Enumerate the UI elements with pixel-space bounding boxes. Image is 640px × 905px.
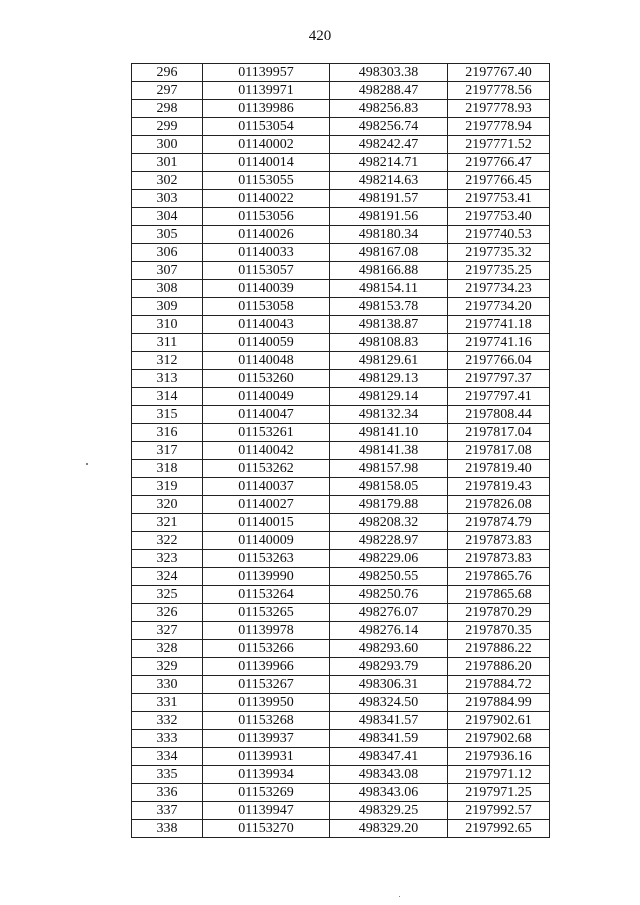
cell-row-number: 307 bbox=[132, 262, 203, 280]
cell-x-coordinate: 498256.83 bbox=[330, 100, 448, 118]
cell-row-number: 320 bbox=[132, 496, 203, 514]
table-row bbox=[132, 820, 550, 838]
cell-x-coordinate: 498157.98 bbox=[330, 460, 448, 478]
cell-code: 01140033 bbox=[203, 244, 330, 262]
cell-x-coordinate: 498154.11 bbox=[330, 280, 448, 298]
table-row bbox=[132, 298, 550, 316]
cell-x-coordinate: 498129.13 bbox=[330, 370, 448, 388]
cell-x-coordinate: 498276.07 bbox=[330, 604, 448, 622]
table-row bbox=[132, 64, 550, 82]
cell-x-coordinate: 498303.38 bbox=[330, 64, 448, 82]
cell-row-number: 330 bbox=[132, 676, 203, 694]
table-row bbox=[132, 460, 550, 478]
cell-x-coordinate: 498208.32 bbox=[330, 514, 448, 532]
table-row bbox=[132, 568, 550, 586]
cell-row-number: 323 bbox=[132, 550, 203, 568]
cell-code: 01140042 bbox=[203, 442, 330, 460]
cell-x-coordinate: 498341.57 bbox=[330, 712, 448, 730]
cell-row-number: 300 bbox=[132, 136, 203, 154]
cell-x-coordinate: 498229.06 bbox=[330, 550, 448, 568]
cell-y-coordinate: 2197873.83 bbox=[448, 550, 550, 568]
cell-code: 01153057 bbox=[203, 262, 330, 280]
cell-y-coordinate: 2197826.08 bbox=[448, 496, 550, 514]
cell-row-number: 310 bbox=[132, 316, 203, 334]
cell-y-coordinate: 2197808.44 bbox=[448, 406, 550, 424]
table-row bbox=[132, 478, 550, 496]
table-row bbox=[132, 748, 550, 766]
cell-code: 01153264 bbox=[203, 586, 330, 604]
cell-code: 01153270 bbox=[203, 820, 330, 838]
cell-x-coordinate: 498214.63 bbox=[330, 172, 448, 190]
cell-x-coordinate: 498256.74 bbox=[330, 118, 448, 136]
cell-code: 01139934 bbox=[203, 766, 330, 784]
cell-code: 01153058 bbox=[203, 298, 330, 316]
cell-code: 01153268 bbox=[203, 712, 330, 730]
cell-code: 01140022 bbox=[203, 190, 330, 208]
cell-code: 01139957 bbox=[203, 64, 330, 82]
cell-y-coordinate: 2197778.93 bbox=[448, 100, 550, 118]
table-row bbox=[132, 352, 550, 370]
cell-row-number: 296 bbox=[132, 64, 203, 82]
cell-code: 01140015 bbox=[203, 514, 330, 532]
cell-x-coordinate: 498191.57 bbox=[330, 190, 448, 208]
cell-x-coordinate: 498228.97 bbox=[330, 532, 448, 550]
cell-x-coordinate: 498250.76 bbox=[330, 586, 448, 604]
cell-x-coordinate: 498129.61 bbox=[330, 352, 448, 370]
scan-speck bbox=[86, 463, 88, 465]
cell-y-coordinate: 2197865.68 bbox=[448, 586, 550, 604]
cell-code: 01139971 bbox=[203, 82, 330, 100]
cell-y-coordinate: 2197817.08 bbox=[448, 442, 550, 460]
cell-row-number: 334 bbox=[132, 748, 203, 766]
table-row bbox=[132, 784, 550, 802]
cell-row-number: 319 bbox=[132, 478, 203, 496]
table-row bbox=[132, 118, 550, 136]
cell-y-coordinate: 2197874.79 bbox=[448, 514, 550, 532]
cell-y-coordinate: 2197767.40 bbox=[448, 64, 550, 82]
cell-code: 01139990 bbox=[203, 568, 330, 586]
cell-row-number: 314 bbox=[132, 388, 203, 406]
cell-code: 01153262 bbox=[203, 460, 330, 478]
cell-x-coordinate: 498167.08 bbox=[330, 244, 448, 262]
cell-code: 01140002 bbox=[203, 136, 330, 154]
cell-row-number: 327 bbox=[132, 622, 203, 640]
cell-y-coordinate: 2197884.72 bbox=[448, 676, 550, 694]
cell-code: 01153267 bbox=[203, 676, 330, 694]
cell-code: 01153265 bbox=[203, 604, 330, 622]
cell-row-number: 328 bbox=[132, 640, 203, 658]
table-row bbox=[132, 388, 550, 406]
cell-y-coordinate: 2197873.83 bbox=[448, 532, 550, 550]
cell-row-number: 324 bbox=[132, 568, 203, 586]
cell-y-coordinate: 2197778.94 bbox=[448, 118, 550, 136]
cell-y-coordinate: 2197992.57 bbox=[448, 802, 550, 820]
cell-y-coordinate: 2197902.61 bbox=[448, 712, 550, 730]
cell-row-number: 304 bbox=[132, 208, 203, 226]
cell-row-number: 315 bbox=[132, 406, 203, 424]
cell-y-coordinate: 2197971.12 bbox=[448, 766, 550, 784]
table-row bbox=[132, 730, 550, 748]
cell-y-coordinate: 2197819.40 bbox=[448, 460, 550, 478]
cell-y-coordinate: 2197865.76 bbox=[448, 568, 550, 586]
cell-x-coordinate: 498324.50 bbox=[330, 694, 448, 712]
cell-y-coordinate: 2197735.32 bbox=[448, 244, 550, 262]
table-row bbox=[132, 658, 550, 676]
table-row bbox=[132, 100, 550, 118]
cell-row-number: 298 bbox=[132, 100, 203, 118]
cell-y-coordinate: 2197992.65 bbox=[448, 820, 550, 838]
cell-row-number: 302 bbox=[132, 172, 203, 190]
cell-y-coordinate: 2197766.04 bbox=[448, 352, 550, 370]
cell-x-coordinate: 498180.34 bbox=[330, 226, 448, 244]
cell-x-coordinate: 498166.88 bbox=[330, 262, 448, 280]
cell-code: 01153054 bbox=[203, 118, 330, 136]
cell-code: 01153266 bbox=[203, 640, 330, 658]
cell-code: 01139947 bbox=[203, 802, 330, 820]
cell-code: 01139986 bbox=[203, 100, 330, 118]
cell-y-coordinate: 2197778.56 bbox=[448, 82, 550, 100]
table-row bbox=[132, 406, 550, 424]
cell-code: 01153260 bbox=[203, 370, 330, 388]
cell-x-coordinate: 498158.05 bbox=[330, 478, 448, 496]
cell-code: 01153263 bbox=[203, 550, 330, 568]
cell-row-number: 316 bbox=[132, 424, 203, 442]
cell-x-coordinate: 498153.78 bbox=[330, 298, 448, 316]
cell-x-coordinate: 498191.56 bbox=[330, 208, 448, 226]
table-body bbox=[132, 64, 550, 838]
cell-code: 01140043 bbox=[203, 316, 330, 334]
table-row bbox=[132, 442, 550, 460]
cell-x-coordinate: 498108.83 bbox=[330, 334, 448, 352]
cell-code: 01139937 bbox=[203, 730, 330, 748]
table-row bbox=[132, 82, 550, 100]
cell-code: 01153261 bbox=[203, 424, 330, 442]
cell-y-coordinate: 2197797.41 bbox=[448, 388, 550, 406]
table-row bbox=[132, 370, 550, 388]
cell-row-number: 313 bbox=[132, 370, 203, 388]
cell-y-coordinate: 2197766.45 bbox=[448, 172, 550, 190]
cell-x-coordinate: 498293.60 bbox=[330, 640, 448, 658]
cell-code: 01140048 bbox=[203, 352, 330, 370]
cell-x-coordinate: 498129.14 bbox=[330, 388, 448, 406]
cell-code: 01140014 bbox=[203, 154, 330, 172]
cell-x-coordinate: 498141.38 bbox=[330, 442, 448, 460]
table-row bbox=[132, 514, 550, 532]
coordinates-table bbox=[131, 63, 550, 838]
cell-code: 01140047 bbox=[203, 406, 330, 424]
table-row bbox=[132, 424, 550, 442]
cell-x-coordinate: 498276.14 bbox=[330, 622, 448, 640]
cell-row-number: 312 bbox=[132, 352, 203, 370]
cell-row-number: 326 bbox=[132, 604, 203, 622]
cell-row-number: 331 bbox=[132, 694, 203, 712]
table-row bbox=[132, 550, 550, 568]
cell-y-coordinate: 2197817.04 bbox=[448, 424, 550, 442]
table-row bbox=[132, 694, 550, 712]
cell-x-coordinate: 498306.31 bbox=[330, 676, 448, 694]
cell-x-coordinate: 498329.20 bbox=[330, 820, 448, 838]
cell-x-coordinate: 498179.88 bbox=[330, 496, 448, 514]
cell-row-number: 303 bbox=[132, 190, 203, 208]
cell-y-coordinate: 2197734.23 bbox=[448, 280, 550, 298]
cell-code: 01140049 bbox=[203, 388, 330, 406]
scan-speck bbox=[399, 896, 400, 897]
cell-code: 01139978 bbox=[203, 622, 330, 640]
cell-y-coordinate: 2197753.40 bbox=[448, 208, 550, 226]
table-row bbox=[132, 532, 550, 550]
cell-y-coordinate: 2197740.53 bbox=[448, 226, 550, 244]
cell-row-number: 338 bbox=[132, 820, 203, 838]
cell-x-coordinate: 498343.06 bbox=[330, 784, 448, 802]
cell-code: 01140059 bbox=[203, 334, 330, 352]
cell-code: 01140009 bbox=[203, 532, 330, 550]
cell-y-coordinate: 2197884.99 bbox=[448, 694, 550, 712]
table-row bbox=[132, 802, 550, 820]
cell-row-number: 321 bbox=[132, 514, 203, 532]
cell-code: 01153055 bbox=[203, 172, 330, 190]
cell-row-number: 297 bbox=[132, 82, 203, 100]
cell-y-coordinate: 2197741.16 bbox=[448, 334, 550, 352]
cell-x-coordinate: 498341.59 bbox=[330, 730, 448, 748]
cell-y-coordinate: 2197735.25 bbox=[448, 262, 550, 280]
cell-row-number: 335 bbox=[132, 766, 203, 784]
cell-row-number: 332 bbox=[132, 712, 203, 730]
cell-row-number: 336 bbox=[132, 784, 203, 802]
cell-y-coordinate: 2197819.43 bbox=[448, 478, 550, 496]
cell-y-coordinate: 2197741.18 bbox=[448, 316, 550, 334]
table-row bbox=[132, 154, 550, 172]
cell-x-coordinate: 498132.34 bbox=[330, 406, 448, 424]
cell-row-number: 311 bbox=[132, 334, 203, 352]
cell-x-coordinate: 498141.10 bbox=[330, 424, 448, 442]
cell-row-number: 299 bbox=[132, 118, 203, 136]
cell-row-number: 318 bbox=[132, 460, 203, 478]
cell-code: 01140026 bbox=[203, 226, 330, 244]
cell-x-coordinate: 498242.47 bbox=[330, 136, 448, 154]
cell-y-coordinate: 2197870.29 bbox=[448, 604, 550, 622]
cell-x-coordinate: 498214.71 bbox=[330, 154, 448, 172]
cell-x-coordinate: 498329.25 bbox=[330, 802, 448, 820]
table-row bbox=[132, 766, 550, 784]
cell-code: 01139966 bbox=[203, 658, 330, 676]
cell-x-coordinate: 498347.41 bbox=[330, 748, 448, 766]
cell-code: 01139950 bbox=[203, 694, 330, 712]
cell-row-number: 325 bbox=[132, 586, 203, 604]
cell-y-coordinate: 2197766.47 bbox=[448, 154, 550, 172]
cell-y-coordinate: 2197870.35 bbox=[448, 622, 550, 640]
cell-code: 01153269 bbox=[203, 784, 330, 802]
table-row bbox=[132, 190, 550, 208]
table-row bbox=[132, 334, 550, 352]
table-row bbox=[132, 226, 550, 244]
cell-y-coordinate: 2197971.25 bbox=[448, 784, 550, 802]
cell-row-number: 317 bbox=[132, 442, 203, 460]
cell-row-number: 322 bbox=[132, 532, 203, 550]
cell-y-coordinate: 2197753.41 bbox=[448, 190, 550, 208]
table-row bbox=[132, 622, 550, 640]
cell-x-coordinate: 498250.55 bbox=[330, 568, 448, 586]
cell-y-coordinate: 2197734.20 bbox=[448, 298, 550, 316]
table-row bbox=[132, 712, 550, 730]
cell-y-coordinate: 2197771.52 bbox=[448, 136, 550, 154]
cell-y-coordinate: 2197936.16 bbox=[448, 748, 550, 766]
cell-code: 01140027 bbox=[203, 496, 330, 514]
table-row bbox=[132, 280, 550, 298]
cell-code: 01140037 bbox=[203, 478, 330, 496]
table-row bbox=[132, 496, 550, 514]
cell-x-coordinate: 498138.87 bbox=[330, 316, 448, 334]
cell-x-coordinate: 498288.47 bbox=[330, 82, 448, 100]
table-row bbox=[132, 262, 550, 280]
cell-row-number: 301 bbox=[132, 154, 203, 172]
table-row bbox=[132, 136, 550, 154]
table-row bbox=[132, 640, 550, 658]
cell-y-coordinate: 2197797.37 bbox=[448, 370, 550, 388]
table-row bbox=[132, 676, 550, 694]
cell-code: 01153056 bbox=[203, 208, 330, 226]
cell-row-number: 333 bbox=[132, 730, 203, 748]
table-row bbox=[132, 172, 550, 190]
table-row bbox=[132, 208, 550, 226]
cell-row-number: 337 bbox=[132, 802, 203, 820]
table-row bbox=[132, 316, 550, 334]
cell-row-number: 308 bbox=[132, 280, 203, 298]
cell-y-coordinate: 2197886.20 bbox=[448, 658, 550, 676]
table-row bbox=[132, 604, 550, 622]
cell-row-number: 306 bbox=[132, 244, 203, 262]
cell-y-coordinate: 2197886.22 bbox=[448, 640, 550, 658]
table-row bbox=[132, 586, 550, 604]
cell-row-number: 309 bbox=[132, 298, 203, 316]
cell-code: 01140039 bbox=[203, 280, 330, 298]
cell-code: 01139931 bbox=[203, 748, 330, 766]
cell-row-number: 305 bbox=[132, 226, 203, 244]
cell-x-coordinate: 498343.08 bbox=[330, 766, 448, 784]
cell-y-coordinate: 2197902.68 bbox=[448, 730, 550, 748]
page-number: 420 bbox=[308, 28, 332, 44]
cell-x-coordinate: 498293.79 bbox=[330, 658, 448, 676]
cell-row-number: 329 bbox=[132, 658, 203, 676]
table-row bbox=[132, 244, 550, 262]
